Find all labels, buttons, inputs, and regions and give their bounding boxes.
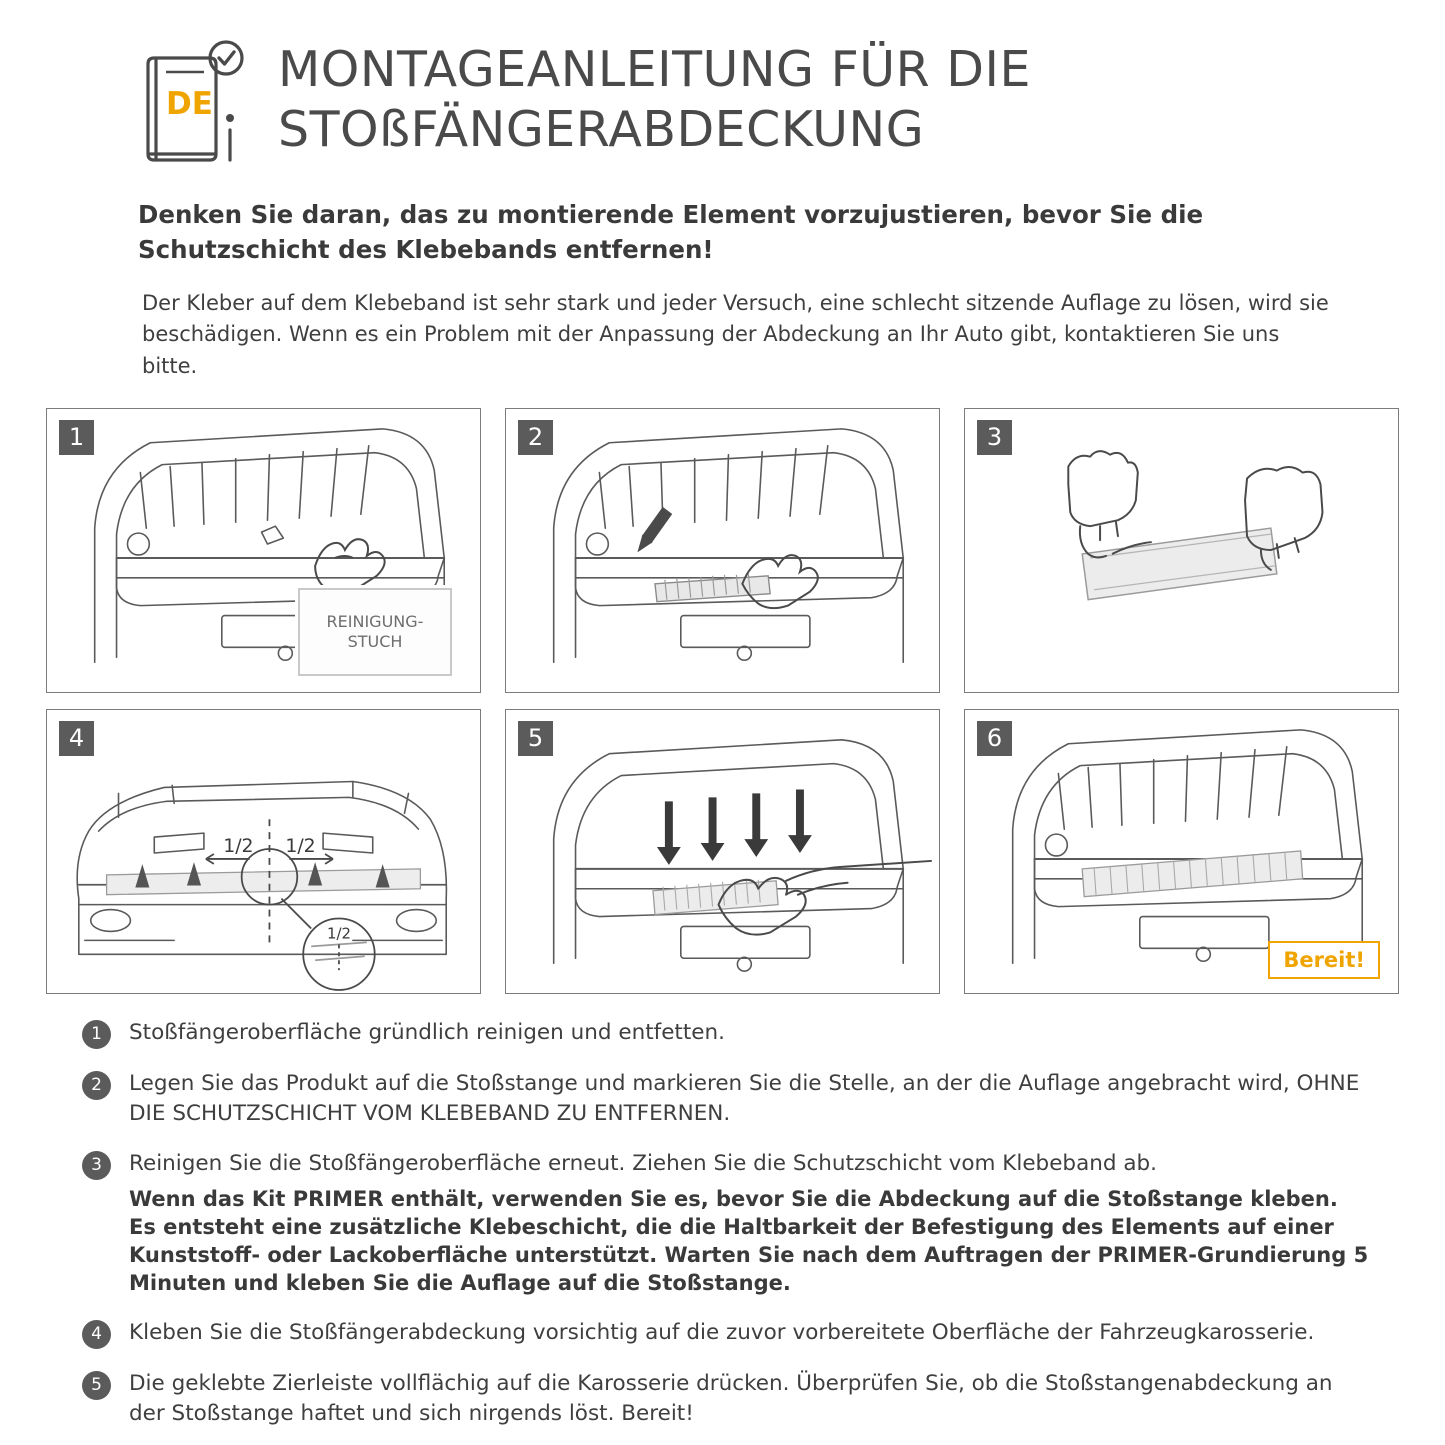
panel-number-5: 5 — [518, 721, 553, 756]
ready-badge: Bereit! — [1268, 941, 1380, 979]
step-text: Legen Sie das Produkt auf die Stoßstange und markieren Sie die Stelle, an der die Auflage angebracht wird, OHNE DIE SCHUTZSCHICHT VOM KLEBEBAND ZU ENTFERNEN. — [129, 1071, 1360, 1127]
page-title: MONTAGEANLEITUNG FÜR DIE STOßFÄNGERABDECKUNG — [278, 41, 1031, 158]
illustration-grid — [46, 408, 1399, 994]
step-bullet: 5 — [82, 1371, 111, 1400]
step-note: Wenn das Kit PRIMER enthält, verwenden Sie es, bevor Sie die Abdeckung auf die Stoßstange kleben. Es entsteht eine zusätzliche Klebeschicht, die die Haltbarkeit der Befestigung des Elements auf einer Kunststoff- oder Lackoberfläche unterstützt. Warten Sie nach dem Auftragen der PRIMER-Grundierung 5 Minuten und kleben Sie die Auflage auf die Stoßstange. — [129, 1187, 1369, 1296]
header — [46, 30, 1399, 170]
list-item — [82, 1149, 1369, 1298]
step-text: Stoßfängeroberfläche gründlich reinigen und entfetten. — [129, 1020, 725, 1046]
step-bullet: 3 — [82, 1151, 111, 1180]
language-badge: DE — [166, 86, 213, 122]
list-item — [82, 1018, 1369, 1049]
panel-step-1 — [46, 408, 481, 693]
step-bullet: 4 — [82, 1320, 111, 1349]
panel-step-5 — [505, 709, 940, 994]
list-item — [82, 1318, 1369, 1349]
panel-number-3: 3 — [977, 420, 1012, 455]
title-block — [278, 30, 1399, 160]
intro-warning: Denken Sie daran, das zu montierende Element vorzujustieren, bevor Sie die Schutzschicht des Klebebands entfernen! — [138, 200, 1204, 264]
panel-step-6 — [964, 709, 1399, 994]
step-bullet: 2 — [82, 1071, 111, 1100]
step-text: Die geklebte Zierleiste vollflächig auf die Karosserie drücken. Überprüfen Sie, ob die Stoßstangenabdeckung an der Stoßstange haftet und sich nirgends löst. Bereit! — [129, 1371, 1333, 1427]
half-label-zoom: 1/2 — [326, 924, 351, 943]
panel-number-2: 2 — [518, 420, 553, 455]
steps-list — [46, 1018, 1399, 1429]
intro-body: Der Kleber auf dem Klebeband ist sehr stark und jeder Versuch, eine schlecht sitzende Auflage zu lösen, wird sie beschädigen. Wenn es ein Problem mit der Anpassung der Abdeckung an Ihr Auto gibt, kontaktieren Sie uns bitte. — [142, 290, 1329, 378]
panel-step-2 — [505, 408, 940, 693]
half-label-right: 1/2 — [285, 835, 316, 858]
panel-step-3 — [964, 408, 1399, 693]
step-bullet: 1 — [82, 1020, 111, 1049]
panel-number-6: 6 — [977, 721, 1012, 756]
half-label-left: 1/2 — [223, 835, 254, 858]
step-text: Reinigen Sie die Stoßfängeroberfläche erneut. Ziehen Sie die Schutzschicht vom Klebeband ab. — [129, 1151, 1158, 1177]
cleaning-cloth-label: REINIGUNG-STUCH — [298, 588, 452, 676]
list-item — [82, 1369, 1369, 1429]
panel-step-4 — [46, 709, 481, 994]
list-item — [82, 1069, 1369, 1129]
panel-number-4: 4 — [59, 721, 94, 756]
panel-number-1: 1 — [59, 420, 94, 455]
step-text: Kleben Sie die Stoßfängerabdeckung vorsichtig auf die zuvor vorbereitete Oberfläche der Fahrzeugkarosserie. — [129, 1320, 1315, 1346]
instruction-book-icon — [138, 36, 256, 176]
